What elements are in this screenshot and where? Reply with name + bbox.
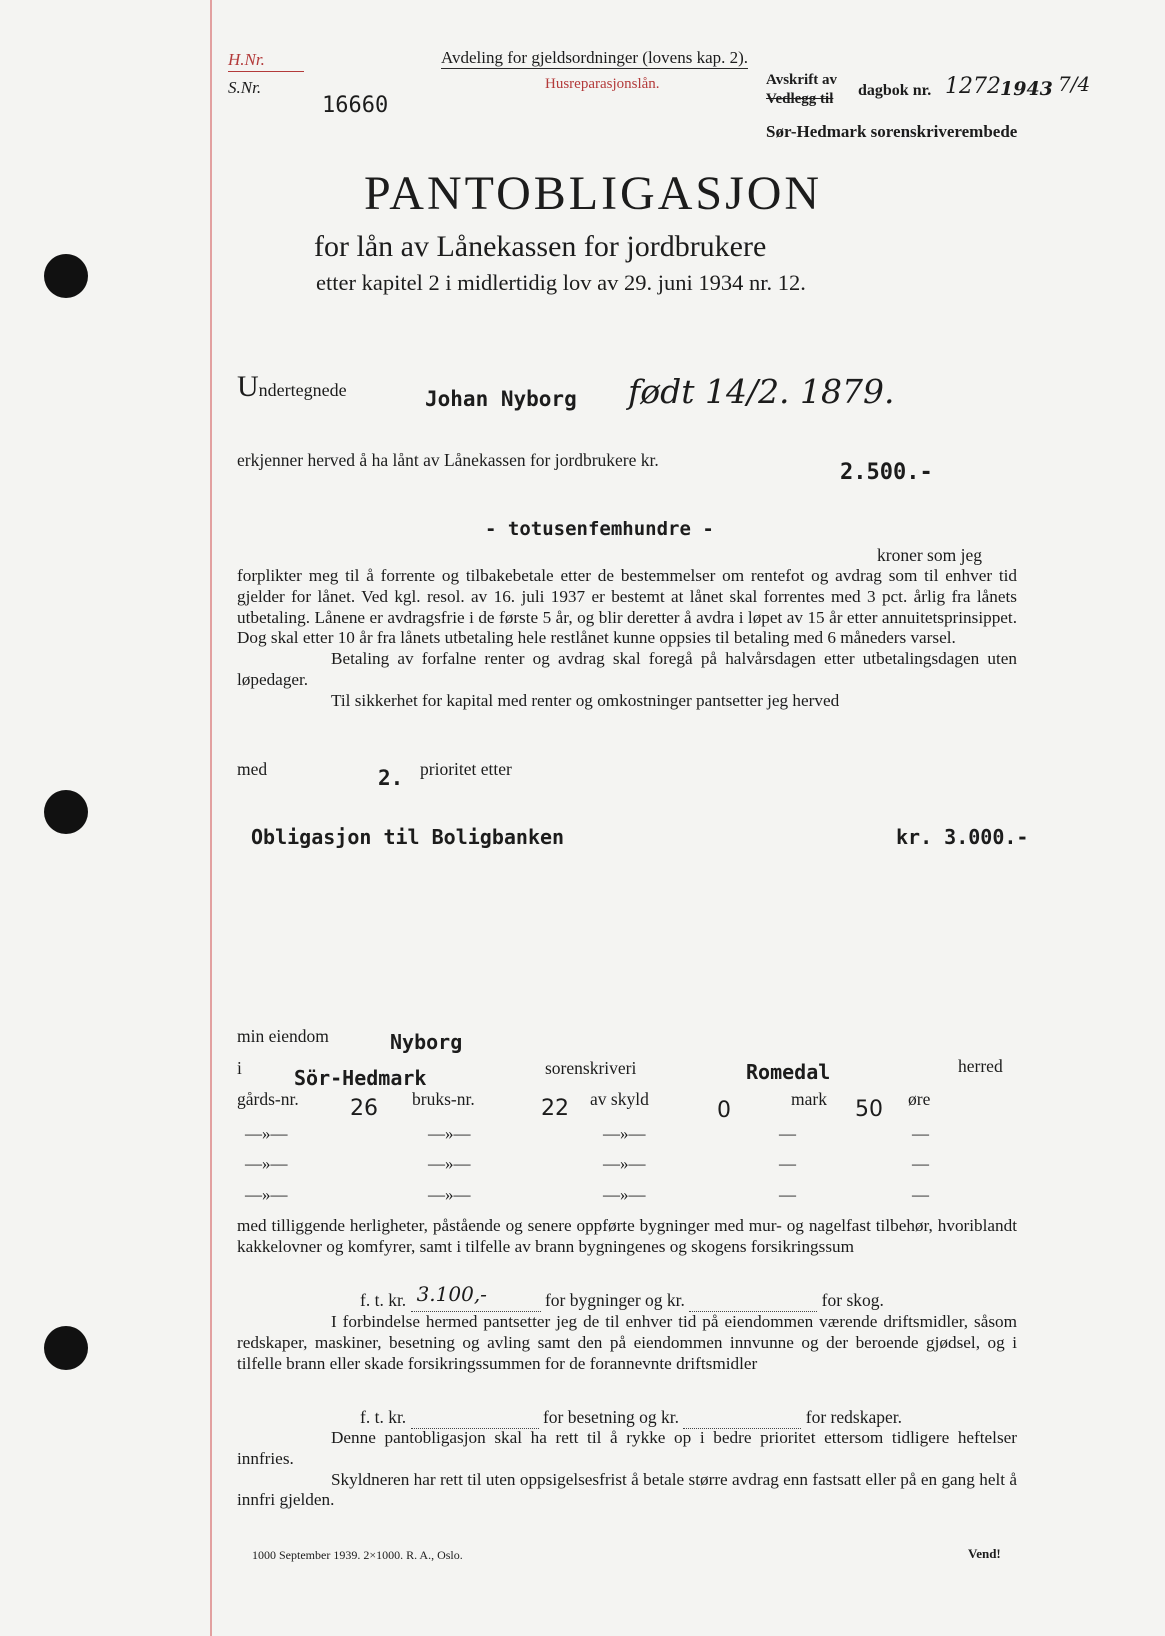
ore-label: øre <box>908 1089 931 1109</box>
ditto-mark: —»— <box>603 1185 646 1204</box>
for-buildings-label: for bygninger og kr. <box>544 1290 685 1310</box>
h-nr-rule <box>228 71 304 72</box>
ditto-mark: —»— <box>428 1154 471 1173</box>
equipment-text: I forbindelse hermed pantsetter jeg de til enhver tid på eiendommen værende driftsmidler, såsom redskaper, maskiner, besetning og avling samt den på eiendommen innvunne og der beroende gjødsel, og i tilfelle brann eller skade forsikringssummen for de forannevnte driftsmidler <box>237 1312 1017 1373</box>
appurtenances-paragraph <box>237 1216 1017 1258</box>
ditto-mark: —»— <box>603 1154 646 1173</box>
s-nr-label: S.Nr. <box>228 78 262 97</box>
priority-rule-text: Denne pantobligasjon skal ha rett til å rykke op i bedre prioritet ettersom tidligere heftelser innfries. <box>237 1428 1017 1468</box>
forest-field <box>689 1290 817 1312</box>
dash-mark: — <box>912 1185 929 1204</box>
dagbok-year: 1943 <box>1000 78 1053 100</box>
bruks-value: 22 <box>541 1096 569 1121</box>
kroner-text: kroner som jeg <box>877 545 982 565</box>
sorenskriveri-label: sorenskriveri <box>545 1058 637 1078</box>
min-eiendom-label: min eiendom <box>237 1026 329 1046</box>
gards-value: 26 <box>350 1096 378 1121</box>
ditto-mark: —»— <box>603 1124 646 1143</box>
dash-mark: — <box>779 1185 796 1204</box>
punch-hole <box>44 1326 88 1370</box>
dash-mark: — <box>779 1124 796 1143</box>
priority-value: 2. <box>378 766 404 790</box>
loan-amount-words: - totusenfemhundre - <box>485 518 714 540</box>
title-sub-2: etter kapitel 2 i midlertidig lov av 29. juni 1934 nr. 12. <box>316 270 806 295</box>
print-info: 1000 September 1939. 2×1000. R. A., Oslo. <box>252 1548 463 1562</box>
debtor-rule-text: Skyldneren har rett til uten oppsigelsesfrist å betale større avdrag enn fastsatt eller på en gang helt å innfri gjelden. <box>237 1469 1017 1510</box>
buildings-value: 3.100,- <box>416 1282 487 1306</box>
appurtenances-text: med tilliggende herligheter, påstående og senere oppførte bygninger med mur- og nagelfast tilbehør, hvoriblandt kakkelovner og komfyrer, samt i tilfelle av brann bygningenes og skogens forsikringssum <box>237 1216 1017 1256</box>
gards-label: gårds-nr. <box>237 1089 299 1109</box>
borrower-birth-note: født 14/2. 1879. <box>628 372 895 411</box>
prior-amount: kr. 3.000.- <box>896 825 1029 849</box>
undersigned-label <box>237 370 347 404</box>
terms-text: forplikter meg til å forrente og tilbakebetale etter de bestemmelser om rentefot og avdrag som til enhver tid gjelder for lånet. Ved kgl. resol. av 16. juli 1937 er bestemt at lånet skal forrentes med 3 pct. årlig fra lånets utbetaling. Lånene er avdragsfrie i de første 5 år, og blir deretter å avdra i løpet av 15 år etter annuitetsprinsippet. Dog skal etter 10 år fra lånets utbetaling hele restlånet kunne oppsies til betaling med 6 måneders varsel. <box>237 566 1017 648</box>
stamp-avskrift: Avskrift av <box>766 72 837 88</box>
bruks-label: bruks-nr. <box>412 1089 475 1109</box>
skyld-value: 0 <box>717 1098 731 1123</box>
for-forest-label: for skog. <box>821 1290 884 1310</box>
ditto-mark: —»— <box>245 1124 288 1143</box>
mark-label: mark <box>791 1089 827 1109</box>
drop-cap: U <box>237 370 259 403</box>
buildings-line <box>360 1282 884 1312</box>
i-label: i <box>237 1058 242 1078</box>
h-nr-label: H.Nr. <box>228 50 265 69</box>
livestock-field <box>411 1407 539 1429</box>
herred-label: herred <box>958 1056 1003 1076</box>
med-label: med <box>237 759 268 779</box>
ditto-mark: —»— <box>245 1154 288 1173</box>
stamp-office: Sør-Hedmark sorenskriverembede <box>766 122 1018 141</box>
ditto-mark: —»— <box>245 1185 288 1204</box>
skyld-label: av skyld <box>590 1089 649 1109</box>
ft-kr-label: f. t. kr. <box>360 1290 407 1310</box>
title-sub-1: for lån av Lånekassen for jordbrukere <box>314 230 767 263</box>
prior-obligation: Obligasjon til Boligbanken <box>251 825 565 849</box>
after-label: prioritet etter <box>420 759 512 779</box>
dagbok-number: 1272 <box>945 74 1001 99</box>
dash-mark: — <box>912 1154 929 1173</box>
dagbok-date: 7/4 <box>1058 72 1091 96</box>
punch-hole <box>44 790 88 834</box>
buildings-field <box>411 1282 541 1312</box>
s-nr-value: 16660 <box>322 93 389 118</box>
loan-amount: 2.500.- <box>840 460 933 485</box>
equipment-paragraph <box>237 1312 1017 1374</box>
borrower-name: Johan Nyborg <box>425 387 577 411</box>
for-tools-label: for redskaper. <box>805 1407 902 1427</box>
ditto-mark: —»— <box>428 1124 471 1143</box>
district-value: Sör-Hedmark <box>294 1066 427 1090</box>
stamp-dagbok: dagbok nr. <box>858 82 932 99</box>
dash-mark: — <box>779 1154 796 1173</box>
department-heading: Avdeling for gjeldsordninger (lovens kap. 2). <box>441 48 749 67</box>
margin-rule <box>210 0 212 1636</box>
tools-field <box>683 1407 801 1429</box>
terms-paragraph <box>237 566 1017 712</box>
for-livestock-label: for besetning og kr. <box>542 1407 680 1427</box>
document-title: PANTOBLIGASJON <box>364 167 823 220</box>
payment-text: Betaling av forfalne renter og avdrag skal foregå på halvårsdagen etter utbetalingsdagen uten løpedager. <box>237 649 1017 689</box>
ore-value: 50 <box>855 1097 883 1122</box>
herred-value: Romedal <box>746 1060 831 1084</box>
dash-mark: — <box>912 1124 929 1143</box>
punch-hole <box>44 254 88 298</box>
ditto-mark: —»— <box>428 1185 471 1204</box>
property-name: Nyborg <box>390 1030 463 1054</box>
acknowledge-text: erkjenner herved å ha lånt av Lånekassen for jordbrukere kr. <box>237 450 659 470</box>
closing-paragraphs <box>237 1428 1017 1511</box>
ft-kr-label-2: f. t. kr. <box>360 1407 407 1427</box>
turn-page-note: Vend! <box>968 1546 1001 1561</box>
security-text: Til sikkerhet for kapital med renter og omkostninger pantsetter jeg herved <box>331 690 840 710</box>
stamp-vedlegg: Vedlegg til <box>766 91 834 107</box>
livestock-line <box>360 1407 902 1429</box>
loan-type: Husreparasjonslån. <box>545 76 660 92</box>
undersigned-rest: ndertegnede <box>258 380 347 400</box>
